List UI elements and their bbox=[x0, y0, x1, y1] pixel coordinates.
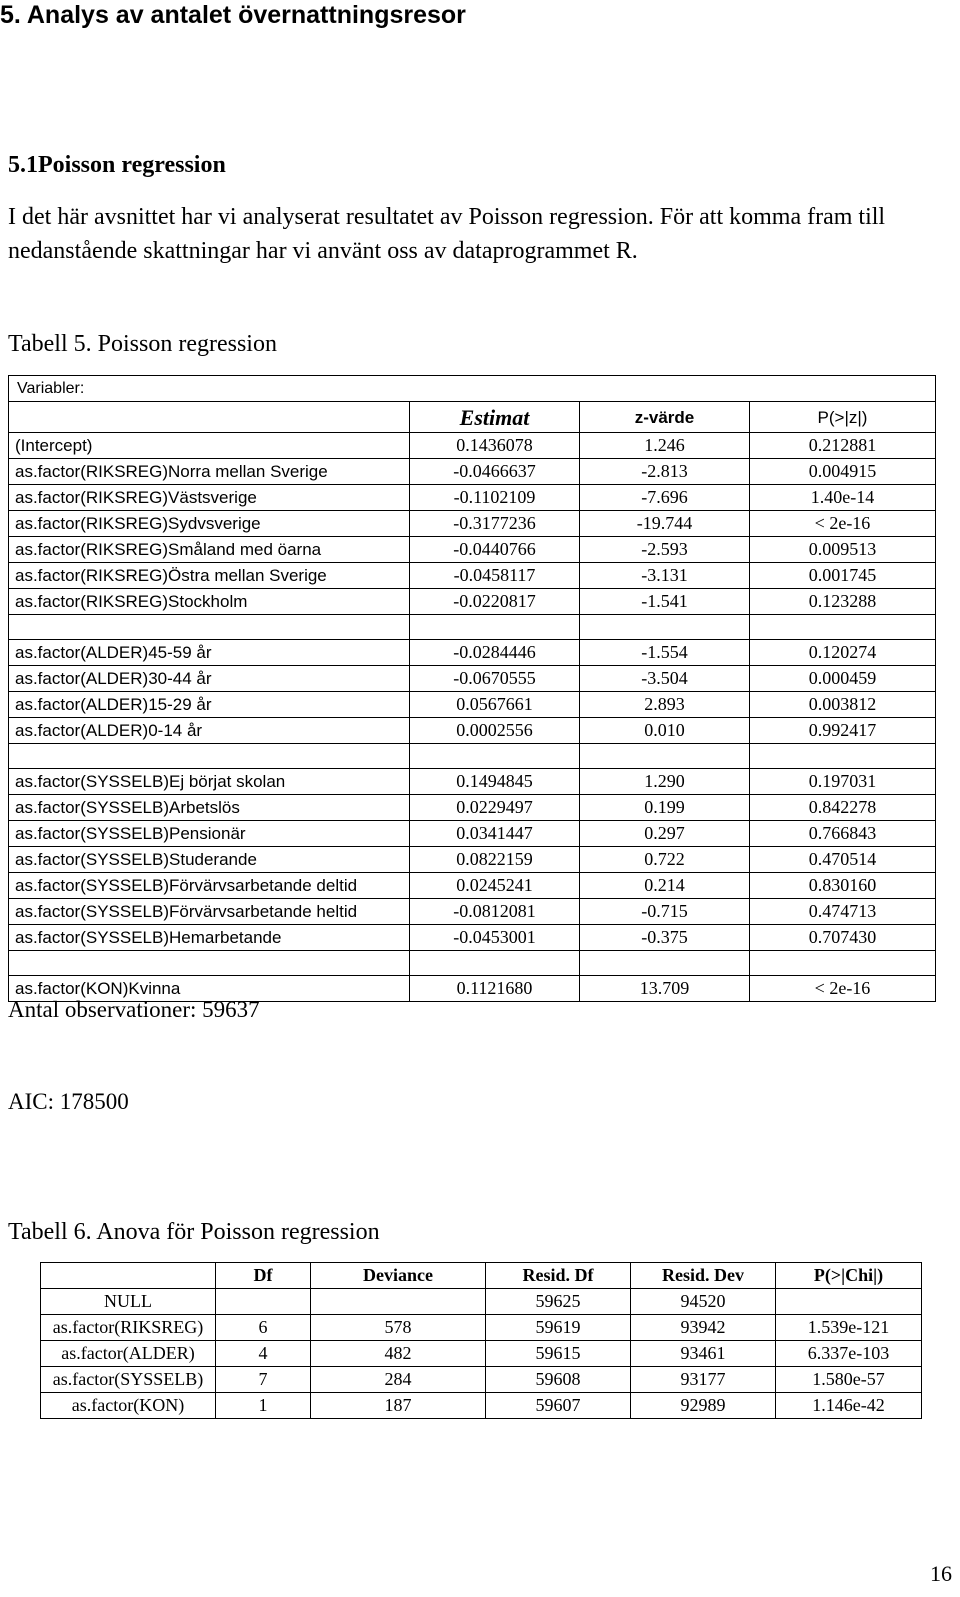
variable-cell: as.factor(ALDER)45-59 år bbox=[9, 640, 410, 666]
term-cell: as.factor(KON) bbox=[41, 1393, 216, 1419]
p-value-cell: 0.212881 bbox=[750, 433, 936, 459]
z-value-cell: 0.214 bbox=[580, 873, 750, 899]
table-row bbox=[9, 459, 936, 485]
table-row bbox=[9, 769, 936, 795]
poisson-regression-table bbox=[8, 375, 936, 1002]
table-row bbox=[41, 1393, 922, 1419]
resid-df-cell: 59625 bbox=[486, 1289, 631, 1315]
resid-df-cell: 59615 bbox=[486, 1341, 631, 1367]
table-spacer-row bbox=[9, 951, 936, 976]
p-value-cell: 0.474713 bbox=[750, 899, 936, 925]
resid-df-cell: 59619 bbox=[486, 1315, 631, 1341]
table-row bbox=[9, 666, 936, 692]
p-chi-cell: 1.146e-42 bbox=[776, 1393, 922, 1419]
p-value-cell: 0.001745 bbox=[750, 563, 936, 589]
variable-cell: as.factor(SYSSELB)Ej börjat skolan bbox=[9, 769, 410, 795]
table-row bbox=[9, 376, 936, 402]
p-value-cell: < 2e-16 bbox=[750, 511, 936, 537]
p-chi-cell: 1.580e-57 bbox=[776, 1367, 922, 1393]
p-value-cell: 0.830160 bbox=[750, 873, 936, 899]
variable-cell: as.factor(SYSSELB)Förvärvsarbetande heltid bbox=[9, 899, 410, 925]
z-value-cell: 0.722 bbox=[580, 847, 750, 873]
estimate-cell: -0.0220817 bbox=[410, 589, 580, 615]
intro-paragraph: I det här avsnittet har vi analyserat resultatet av Poisson regression. För att komma fram till nedanstående skattningar har vi använt oss av dataprogrammet R. bbox=[8, 204, 886, 264]
header-df-cell: Df bbox=[216, 1263, 311, 1289]
term-cell: as.factor(RIKSREG) bbox=[41, 1315, 216, 1341]
p-value-cell: 0.766843 bbox=[750, 821, 936, 847]
section-heading: 5. Analys av antalet övernattningsresor bbox=[0, 1, 466, 29]
z-value-cell bbox=[580, 615, 750, 640]
variable-cell: as.factor(RIKSREG)Norra mellan Sverige bbox=[9, 459, 410, 485]
z-value-cell: 1.246 bbox=[580, 433, 750, 459]
table-row bbox=[9, 563, 936, 589]
df-cell: 1 bbox=[216, 1393, 311, 1419]
z-value-cell bbox=[580, 744, 750, 769]
df-cell: 6 bbox=[216, 1315, 311, 1341]
estimate-cell: -0.0458117 bbox=[410, 563, 580, 589]
variable-cell: as.factor(ALDER)0-14 år bbox=[9, 718, 410, 744]
estimate-cell: 0.0341447 bbox=[410, 821, 580, 847]
variable-cell: as.factor(ALDER)30-44 år bbox=[9, 666, 410, 692]
table-row bbox=[9, 899, 936, 925]
header-z-value: z-värde bbox=[580, 402, 750, 433]
z-value-cell: -3.504 bbox=[580, 666, 750, 692]
variable-cell: as.factor(SYSSELB)Hemarbetande bbox=[9, 925, 410, 951]
header-estimate: Estimat bbox=[410, 402, 580, 433]
table-row bbox=[9, 692, 936, 718]
z-value-cell: 0.297 bbox=[580, 821, 750, 847]
estimate-cell: -0.0453001 bbox=[410, 925, 580, 951]
z-value-cell bbox=[580, 951, 750, 976]
p-value-cell: 0.000459 bbox=[750, 666, 936, 692]
table-row bbox=[9, 485, 936, 511]
p-value-cell: 0.842278 bbox=[750, 795, 936, 821]
table6-caption: Tabell 6. Anova för Poisson regression bbox=[8, 1219, 380, 1245]
term-cell: as.factor(SYSSELB) bbox=[41, 1367, 216, 1393]
z-value-cell: 1.290 bbox=[580, 769, 750, 795]
estimate-cell: -0.1102109 bbox=[410, 485, 580, 511]
subsection-heading: 5.1Poisson regression bbox=[8, 152, 226, 178]
resid-df-cell: 59608 bbox=[486, 1367, 631, 1393]
df-cell: 4 bbox=[216, 1341, 311, 1367]
table-row bbox=[41, 1289, 922, 1315]
p-value-cell bbox=[750, 615, 936, 640]
estimate-cell: -0.0670555 bbox=[410, 666, 580, 692]
p-value-cell: 1.40e-14 bbox=[750, 485, 936, 511]
z-value-cell: 0.010 bbox=[580, 718, 750, 744]
z-value-cell: 2.893 bbox=[580, 692, 750, 718]
p-value-cell: 0.123288 bbox=[750, 589, 936, 615]
header-p-value: P(>|z|) bbox=[750, 402, 936, 433]
header-deviance-cell: Deviance bbox=[311, 1263, 486, 1289]
table-row bbox=[9, 433, 936, 459]
p-value-cell: 0.120274 bbox=[750, 640, 936, 666]
table-row bbox=[9, 925, 936, 951]
estimate-cell: 0.0567661 bbox=[410, 692, 580, 718]
p-value-cell bbox=[750, 744, 936, 769]
variable-cell: as.factor(RIKSREG)Sydvsverige bbox=[9, 511, 410, 537]
header-cell-blank bbox=[9, 402, 410, 433]
header-term-cell bbox=[41, 1263, 216, 1289]
table-header-row bbox=[9, 402, 936, 433]
estimate-cell: 0.0229497 bbox=[410, 795, 580, 821]
p-value-cell: 0.470514 bbox=[750, 847, 936, 873]
p-value-cell: 0.707430 bbox=[750, 925, 936, 951]
anova-table bbox=[40, 1262, 922, 1419]
aic-value: AIC: 178500 bbox=[8, 1089, 129, 1114]
resid-dev-cell: 93942 bbox=[631, 1315, 776, 1341]
resid-dev-cell: 94520 bbox=[631, 1289, 776, 1315]
p-value-cell: 0.004915 bbox=[750, 459, 936, 485]
estimate-cell: -0.3177236 bbox=[410, 511, 580, 537]
observations-count: Antal observationer: 59637 bbox=[8, 997, 260, 1022]
p-value-cell: 0.009513 bbox=[750, 537, 936, 563]
estimate-cell: 0.1121680 bbox=[410, 976, 580, 1002]
variable-cell: as.factor(SYSSELB)Pensionär bbox=[9, 821, 410, 847]
p-chi-cell bbox=[776, 1289, 922, 1315]
estimate-cell: -0.0466637 bbox=[410, 459, 580, 485]
z-value-cell: -1.541 bbox=[580, 589, 750, 615]
variable-cell bbox=[9, 615, 410, 640]
variable-cell: as.factor(KON)Kvinna bbox=[9, 976, 410, 1002]
deviance-cell: 578 bbox=[311, 1315, 486, 1341]
df-cell: 7 bbox=[216, 1367, 311, 1393]
p-chi-cell: 1.539e-121 bbox=[776, 1315, 922, 1341]
z-value-cell: -7.696 bbox=[580, 485, 750, 511]
estimate-cell: -0.0812081 bbox=[410, 899, 580, 925]
p-value-cell: 0.197031 bbox=[750, 769, 936, 795]
table-row bbox=[41, 1315, 922, 1341]
variable-cell: as.factor(RIKSREG)Västsverige bbox=[9, 485, 410, 511]
z-value-cell: -2.593 bbox=[580, 537, 750, 563]
variable-cell: as.factor(ALDER)15-29 år bbox=[9, 692, 410, 718]
estimate-cell: 0.0002556 bbox=[410, 718, 580, 744]
z-value-cell: -0.715 bbox=[580, 899, 750, 925]
table-header-row bbox=[41, 1263, 922, 1289]
variable-cell: (Intercept) bbox=[9, 433, 410, 459]
resid-dev-cell: 93461 bbox=[631, 1341, 776, 1367]
table-row bbox=[9, 873, 936, 899]
p-value-cell: < 2e-16 bbox=[750, 976, 936, 1002]
term-cell: as.factor(ALDER) bbox=[41, 1341, 216, 1367]
variable-cell: as.factor(RIKSREG)Småland med öarna bbox=[9, 537, 410, 563]
header-resid-dev-cell: Resid. Dev bbox=[631, 1263, 776, 1289]
z-value-cell: 0.199 bbox=[580, 795, 750, 821]
table-row bbox=[9, 821, 936, 847]
estimate-cell: 0.0245241 bbox=[410, 873, 580, 899]
table-row bbox=[9, 589, 936, 615]
p-value-cell: 0.003812 bbox=[750, 692, 936, 718]
deviance-cell bbox=[311, 1289, 486, 1315]
estimate-cell bbox=[410, 951, 580, 976]
variable-cell: as.factor(SYSSELB)Förvärvsarbetande deltid bbox=[9, 873, 410, 899]
table-row bbox=[9, 718, 936, 744]
variable-cell: as.factor(SYSSELB)Studerande bbox=[9, 847, 410, 873]
estimate-cell: -0.0440766 bbox=[410, 537, 580, 563]
table-row bbox=[41, 1341, 922, 1367]
variable-cell: as.factor(RIKSREG)Östra mellan Sverige bbox=[9, 563, 410, 589]
header-p-chi-cell: P(>|Chi|) bbox=[776, 1263, 922, 1289]
table-row bbox=[9, 795, 936, 821]
z-value-cell: -1.554 bbox=[580, 640, 750, 666]
p-value-cell bbox=[750, 951, 936, 976]
table-row bbox=[9, 537, 936, 563]
variable-cell bbox=[9, 744, 410, 769]
header-resid-df-cell: Resid. Df bbox=[486, 1263, 631, 1289]
variable-cell: as.factor(RIKSREG)Stockholm bbox=[9, 589, 410, 615]
page-number: 16 bbox=[930, 1561, 952, 1586]
table-row bbox=[41, 1367, 922, 1393]
estimate-cell bbox=[410, 744, 580, 769]
df-cell bbox=[216, 1289, 311, 1315]
table-spacer-row bbox=[9, 744, 936, 769]
deviance-cell: 187 bbox=[311, 1393, 486, 1419]
resid-df-cell: 59607 bbox=[486, 1393, 631, 1419]
variable-cell: as.factor(SYSSELB)Arbetslös bbox=[9, 795, 410, 821]
variable-cell bbox=[9, 951, 410, 976]
z-value-cell: 13.709 bbox=[580, 976, 750, 1002]
z-value-cell: -0.375 bbox=[580, 925, 750, 951]
z-value-cell: -2.813 bbox=[580, 459, 750, 485]
estimate-cell: -0.0284446 bbox=[410, 640, 580, 666]
resid-dev-cell: 92989 bbox=[631, 1393, 776, 1419]
table-row bbox=[9, 511, 936, 537]
deviance-cell: 482 bbox=[311, 1341, 486, 1367]
estimate-cell: 0.1494845 bbox=[410, 769, 580, 795]
z-value-cell: -3.131 bbox=[580, 563, 750, 589]
table-spacer-row bbox=[9, 615, 936, 640]
variables-label: Variabler: bbox=[9, 376, 936, 402]
estimate-cell: 0.0822159 bbox=[410, 847, 580, 873]
term-cell: NULL bbox=[41, 1289, 216, 1315]
table-row bbox=[9, 847, 936, 873]
resid-dev-cell: 93177 bbox=[631, 1367, 776, 1393]
z-value-cell: -19.744 bbox=[580, 511, 750, 537]
p-value-cell: 0.992417 bbox=[750, 718, 936, 744]
deviance-cell: 284 bbox=[311, 1367, 486, 1393]
estimate-cell bbox=[410, 615, 580, 640]
estimate-cell: 0.1436078 bbox=[410, 433, 580, 459]
table5-caption: Tabell 5. Poisson regression bbox=[8, 331, 277, 357]
p-chi-cell: 6.337e-103 bbox=[776, 1341, 922, 1367]
table-row bbox=[9, 640, 936, 666]
